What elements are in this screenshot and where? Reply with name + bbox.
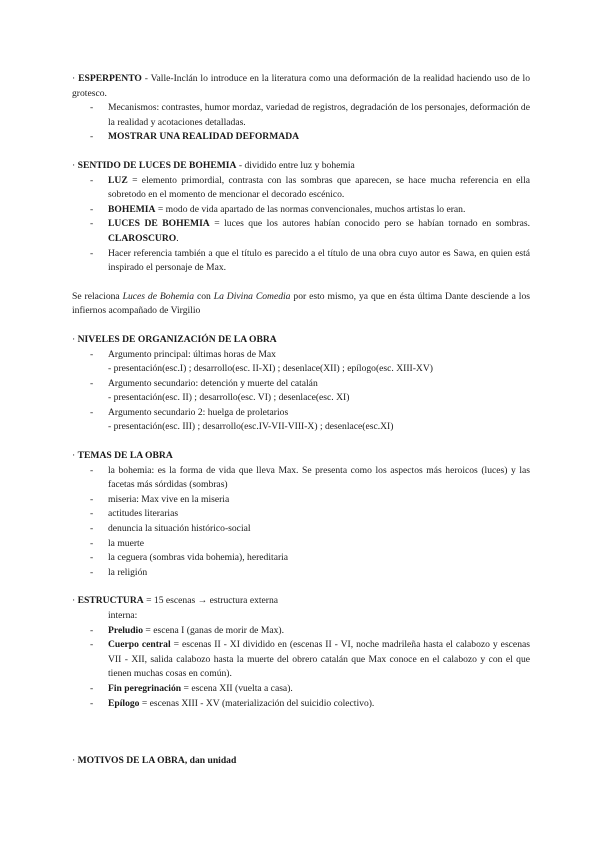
esperpento-list (72, 101, 530, 145)
list-item: - la ceguera (sombras vida bohemia), hereditaria (72, 551, 530, 566)
bullet-dot: · (72, 755, 76, 767)
temas-list (72, 464, 530, 581)
relacion-italic: La Divina Comedia (213, 290, 291, 302)
estructura-title: ESTRUCTURA (77, 595, 144, 607)
list-item (72, 682, 530, 697)
list-item-bold: Epílogo (108, 697, 140, 709)
section-motivos (72, 754, 530, 769)
niveles-title: NIVELES DE ORGANIZACIÓN DE LA OBRA (77, 333, 277, 345)
list-item (72, 638, 530, 682)
list-item-text: = escena I (ganas de morir de Max). (143, 624, 285, 636)
list-item (72, 406, 530, 435)
sentido-text: - dividido entre luz y bohemia (236, 159, 355, 171)
esperpento-paragraph (72, 72, 530, 101)
list-item: - miseria: Max vive en la miseria (72, 493, 530, 508)
relacion-text: con (194, 290, 214, 302)
list-item-bold: LUZ (108, 174, 128, 186)
list-item (72, 377, 530, 406)
list-item: - la religión (72, 566, 530, 581)
document-page (72, 72, 530, 769)
section-temas (72, 449, 530, 580)
estructura-paragraph (72, 594, 530, 609)
section-estructura (72, 594, 530, 711)
estructura-interna: interna: (108, 610, 138, 621)
list-item-bold: Cuerpo central (108, 639, 171, 651)
esperpento-text: - Valle-Inclán lo introduce en la literatura como una deformación de la realidad haciendo uso de lo grotesco. (72, 73, 530, 99)
list-item-bold: MOSTRAR UNA REALIDAD DEFORMADA (108, 131, 300, 143)
list-item (72, 247, 530, 276)
niveles-heading (72, 333, 530, 348)
bullet-dot: · (72, 450, 76, 462)
relacion-italic: Luces de Bohemia (122, 290, 195, 302)
list-item (72, 217, 530, 246)
temas-title: TEMAS DE LA OBRA (77, 450, 173, 462)
list-item-sub: - presentación(esc. II) ; desarrollo(esc. VI) ; desenlace(esc. XI) (108, 392, 350, 404)
list-item-text: Hacer referencia también a que el título es parecido a el título de una obra cuyo autor es Sawa, en quien está inspirado el personaje de Max. (108, 247, 530, 274)
list-item-text: . (176, 232, 179, 244)
list-item-bold: Preludio (108, 624, 144, 636)
list-item-bold: CLAROSCURO (108, 232, 177, 244)
list-item-bold: LUCES DE BOHEMIA (108, 218, 210, 230)
list-item-text: = luces que los autores habían conocido pero se habían tornado en sombras. (209, 218, 530, 230)
list-item-text: Argumento secundario 2: huelga de proletarios (108, 406, 289, 418)
list-item-text: = escenas II - XI dividido en (escenas II - VI, noche madrileña hasta el calabozo y escenas VII - XII, salida calabozo hasta la muerte del obrero catalán que Max conoce en el calabozo y con el que tienen muchas cosas en común). (108, 639, 530, 680)
list-item-text: Mecanismos: contrastes, humor mordaz, variedad de registros, degradación de los personajes, deformación de la realidad y acotaciones detalladas. (108, 102, 530, 128)
relacion-text: por esto mismo, ya que en ésta última Dante desciende a los infiernos acompañado de Virgilio (72, 290, 530, 317)
list-item (72, 101, 530, 130)
list-item-bold: Fin peregrinación (108, 682, 182, 694)
bullet-dot: · (72, 159, 76, 171)
niveles-list (72, 348, 530, 436)
list-item-text: Argumento principal: últimas horas de Max (108, 348, 276, 360)
list-item-text: = escenas XIII - XV (materialización del suicidio colectivo). (139, 697, 375, 709)
list-item (72, 174, 530, 203)
section-sentido (72, 159, 530, 276)
list-item-text: = escena XII (vuelta a casa). (181, 682, 293, 694)
list-item-text: = modo de vida apartado de las normas convencionales, muchos artistas lo eran. (155, 203, 466, 215)
estructura-text: = 15 escenas → estructura externa (143, 595, 279, 607)
bullet-dot: · (72, 333, 76, 345)
temas-heading (72, 449, 530, 464)
list-item (72, 348, 530, 377)
list-item-text: Argumento secundario: detención y muerte del catalán (108, 377, 318, 389)
list-item: - denuncia la situación histórico-social (72, 522, 530, 537)
list-item: - actitudes literarias (72, 507, 530, 522)
sentido-title: SENTIDO DE LUCES DE BOHEMIA (77, 159, 237, 171)
list-item-sub: - presentación(esc. III) ; desarrollo(esc.IV-VII-VIII-X) ; desenlace(esc.XI) (108, 421, 394, 433)
motivos-heading (72, 754, 530, 769)
list-item (72, 697, 530, 712)
motivos-title: MOTIVOS DE LA OBRA, dan unidad (77, 755, 237, 767)
sentido-paragraph (72, 159, 530, 174)
relacion-paragraph (72, 290, 530, 319)
list-item (72, 203, 530, 218)
list-item (72, 624, 530, 639)
esperpento-title: ESPERPENTO (78, 73, 142, 84)
list-item (72, 130, 530, 145)
list-item (72, 609, 530, 624)
relacion-text: Se relaciona (72, 290, 123, 302)
bullet-dot: · (72, 73, 76, 84)
sentido-list (72, 174, 530, 276)
list-item: - la muerte (72, 537, 530, 552)
bullet-dot: · (72, 595, 76, 607)
section-niveles (72, 333, 530, 435)
list-item-bold: BOHEMIA (108, 203, 156, 215)
section-esperpento (72, 72, 530, 145)
list-item-text: = elemento primordial, contrasta con las sombras que aparecen, se hace mucha referencia en ella sobretodo en el momento de mencionar el decorado escénico. (108, 174, 530, 201)
list-item: - la bohemia: es la forma de vida que lleva Max. Se presenta como los aspectos más heroicos (luces) y las facetas más sórdidas (sombras) (72, 464, 530, 493)
estructura-list (72, 609, 530, 711)
list-item-sub: - presentación(esc.I) ; desarrollo(esc. II-XI) ; desenlace(XII) ; epílogo(esc. XIII-XV) (108, 363, 433, 375)
